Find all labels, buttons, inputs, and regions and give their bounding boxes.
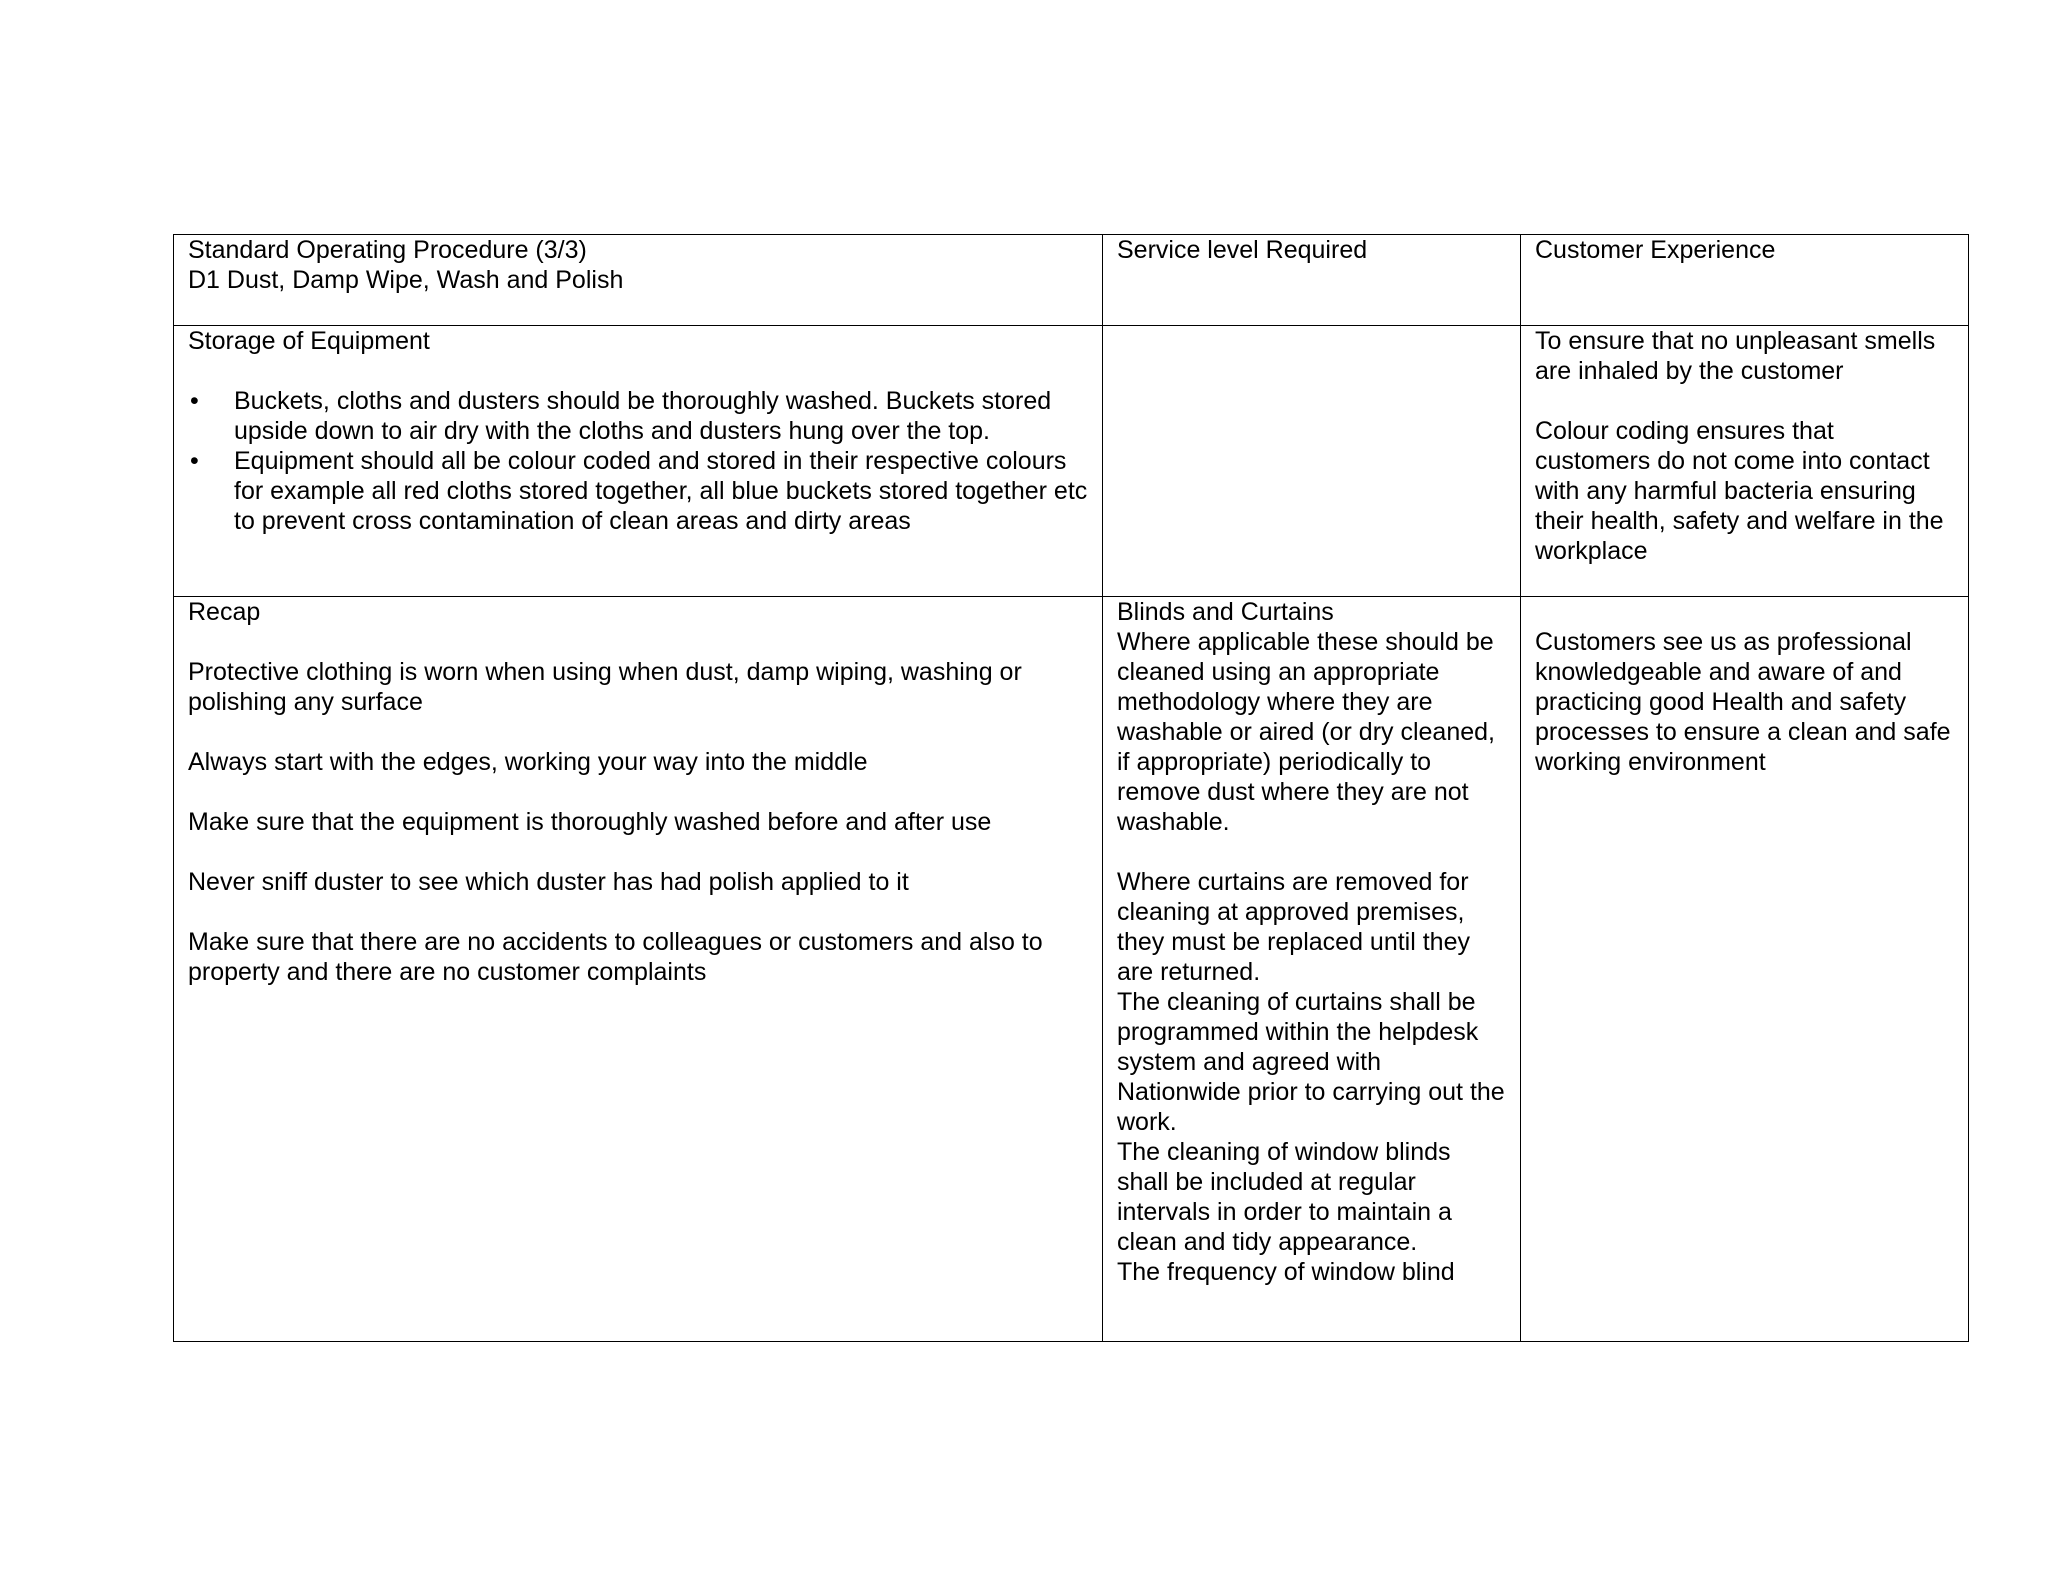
recap-title: Recap — [188, 598, 261, 626]
procedure-subtitle: D1 Dust, Damp Wipe, Wash and Polish — [188, 266, 624, 294]
recap-row — [174, 597, 1969, 1342]
recap-item: Make sure that the equipment is thoroughly washed before and after use — [188, 808, 992, 836]
header-row — [174, 235, 1969, 326]
storage-customer-text: Colour coding ensures that customers do not come into contact with any harmful bacteria ensuring their health, safety and welfare in the workplace — [1535, 417, 1944, 565]
storage-bullet-text: Equipment should all be colour coded and stored in their respective colours for example all red cloths stored together, all blue buckets stored together etc to prevent cross contamination of clean areas and dirty areas — [234, 447, 1088, 535]
storage-bullet-text: Buckets, cloths and dusters should be thoroughly washed. Buckets stored upside down to air dry with the cloths and dusters hung over the top. — [234, 387, 1052, 445]
storage-procedure-cell — [174, 326, 1103, 597]
list-item — [188, 446, 1088, 536]
recap-service-cell — [1103, 597, 1521, 1342]
recap-item: Never sniff duster to see which duster has had polish applied to it — [188, 868, 909, 896]
recap-item: Always start with the edges, working your way into the middle — [188, 748, 868, 776]
service-paragraph: The cleaning of curtains shall be programmed within the helpdesk system and agreed with Nationwide prior to carrying out the work. — [1117, 988, 1505, 1136]
header-service-cell — [1103, 235, 1521, 326]
service-paragraph: The cleaning of window blinds shall be included at regular intervals in order to maintain a clean and tidy appearance. — [1117, 1138, 1452, 1256]
header-procedure-cell — [174, 235, 1103, 326]
recap-item: Protective clothing is worn when using when dust, damp wiping, washing or polishing any surface — [188, 658, 1022, 716]
customer-experience-heading: Customer Experience — [1535, 236, 1776, 264]
service-paragraph: Where applicable these should be cleaned using an appropriate methodology where they are washable or aired (or dry cleaned, if appropriate) periodically to remove dust where they are not washable. — [1117, 628, 1495, 836]
bullet-icon: • — [190, 447, 199, 475]
recap-item: Make sure that there are no accidents to colleagues or customers and also to property and there are no customer complaints — [188, 928, 1043, 986]
procedure-title: Standard Operating Procedure (3/3) — [188, 236, 587, 264]
bullet-icon: • — [190, 387, 199, 415]
service-level-heading: Service level Required — [1117, 236, 1368, 264]
storage-title: Storage of Equipment — [188, 327, 430, 355]
storage-bullet-list — [188, 386, 1088, 536]
storage-customer-cell — [1521, 326, 1969, 597]
service-paragraph: The frequency of window blind — [1117, 1258, 1455, 1286]
storage-row — [174, 326, 1969, 597]
recap-procedure-cell — [174, 597, 1103, 1342]
storage-service-cell — [1103, 326, 1521, 597]
service-paragraph: Where curtains are removed for cleaning at approved premises, they must be replaced until they are returned. — [1117, 868, 1470, 986]
recap-customer-text: Customers see us as professional knowledgeable and aware of and practicing good Health and safety processes to ensure a clean and safe working environment — [1535, 628, 1951, 776]
blinds-curtains-title: Blinds and Curtains — [1117, 598, 1334, 626]
recap-customer-cell — [1521, 597, 1969, 1342]
sop-table — [173, 234, 1969, 1342]
storage-customer-text: To ensure that no unpleasant smells are inhaled by the customer — [1535, 327, 1936, 385]
list-item — [188, 386, 1088, 446]
header-customer-cell — [1521, 235, 1969, 326]
